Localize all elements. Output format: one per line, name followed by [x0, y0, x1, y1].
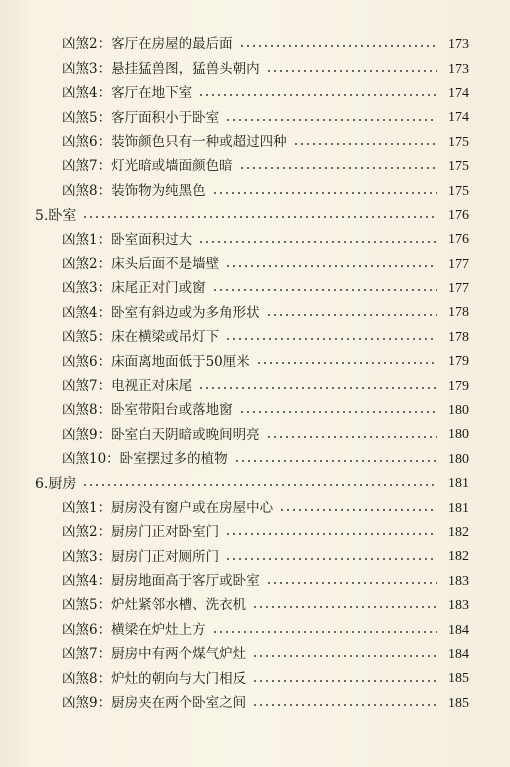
- toc-page-number: 178: [448, 305, 469, 321]
- toc-entry: [0, 228, 469, 252]
- toc-entry: [0, 33, 469, 57]
- toc-entry: [0, 253, 469, 277]
- toc-entry-title: 凶煞5：客厅面积小于卧室: [62, 109, 220, 126]
- toc-page-number: 174: [448, 85, 469, 101]
- toc-page-number: 180: [448, 427, 469, 443]
- dot-leader: [198, 90, 437, 100]
- toc-entry-title: 凶煞6：床面离地面低于50厘米: [62, 353, 250, 370]
- toc-entry-title: 凶煞5：炉灶紧邻水槽、洗衣机: [62, 597, 247, 614]
- toc-entry-title: 凶煞5：床在横梁或吊灯下: [62, 329, 220, 346]
- dot-leader: [266, 66, 437, 76]
- dot-leader: [225, 261, 437, 271]
- toc-page-number: 177: [448, 281, 469, 297]
- dot-leader: [198, 237, 437, 247]
- toc-entry: [0, 496, 469, 520]
- toc-page-number: 182: [448, 549, 469, 565]
- toc-entry-title: 凶煞3：厨房门正对厕所门: [62, 548, 220, 565]
- dot-leader: [266, 578, 437, 588]
- toc-entry-title: 凶煞10：卧室摆过多的植物: [62, 451, 228, 468]
- toc-entry-title: 凶煞3：悬挂猛兽图，猛兽头朝内: [62, 60, 260, 77]
- toc-entry: [0, 106, 469, 130]
- toc-entry: [0, 301, 469, 325]
- toc-entry-title: 凶煞6：横梁在炉灶上方: [62, 621, 206, 638]
- dot-leader: [212, 627, 437, 637]
- dot-leader: [252, 651, 437, 661]
- toc-entry: [0, 594, 469, 618]
- toc-entry-title: 凶煞9：卧室白天阴暗或晚间明亮: [62, 426, 260, 443]
- toc-page-number: 184: [448, 646, 469, 662]
- toc-page-number: 175: [448, 183, 469, 199]
- toc-entry-title: 凶煞8：卧室带阳台或落地窗: [62, 402, 233, 419]
- toc-entry-title: 5.卧室: [35, 207, 77, 224]
- dot-leader: [82, 212, 437, 222]
- toc-entry: [0, 326, 469, 350]
- toc-entry-title: 凶煞4：厨房地面高于客厅或卧室: [62, 573, 260, 590]
- toc-entry: [0, 545, 469, 569]
- toc-entry: [0, 667, 469, 691]
- toc-section-entry: [0, 472, 469, 496]
- toc-entry: [0, 179, 469, 203]
- toc-entry-title: 凶煞7：灯光暗或墙面颜色暗: [62, 158, 233, 175]
- toc-entry-title: 凶煞9：厨房夹在两个卧室之间: [62, 694, 247, 711]
- toc-page-number: 182: [448, 525, 469, 540]
- toc-page-number: 176: [448, 232, 469, 248]
- toc-page-number: 183: [448, 573, 469, 589]
- toc-page-number: 174: [448, 110, 469, 126]
- toc-page-number: 173: [448, 37, 469, 53]
- dot-leader: [266, 432, 437, 442]
- toc-page-number: 179: [448, 378, 469, 394]
- toc-page-number: 180: [448, 451, 469, 467]
- dot-leader: [225, 115, 437, 125]
- dot-leader: [266, 310, 437, 320]
- toc-entry: [0, 82, 469, 106]
- toc-entry-title: 凶煞7：厨房中有两个煤气炉灶: [62, 646, 247, 663]
- toc-entry-title: 6.厨房: [35, 476, 77, 493]
- dot-leader: [225, 334, 437, 344]
- dot-leader: [239, 41, 437, 51]
- toc-entry-title: 凶煞2：客厅在房屋的最后面: [62, 36, 233, 53]
- toc-entry: [0, 643, 469, 667]
- toc-entry-title: 凶煞2：厨房门正对卧室门: [62, 524, 220, 541]
- toc-entry-title: 凶煞7：电视正对床尾: [62, 377, 193, 394]
- toc-entry: [0, 692, 469, 716]
- dot-leader: [256, 358, 437, 368]
- toc-entry: [0, 155, 469, 179]
- toc-page-number: 175: [448, 159, 469, 175]
- dot-leader: [252, 602, 437, 612]
- toc-entry-title: 凶煞4：客厅在地下室: [62, 85, 193, 102]
- toc-entry-title: 凶煞2：床头后面不是墙壁: [62, 255, 220, 272]
- toc-entry-title: 凶煞6：装饰颜色只有一种或超过四种: [62, 134, 287, 150]
- toc-entry-title: 凶煞1：卧室面积过大: [62, 231, 193, 248]
- toc-entry: [0, 277, 469, 301]
- toc-page-number: 176: [448, 207, 469, 223]
- toc-page-number: 185: [448, 695, 469, 711]
- toc-entry-title: 凶煞1：厨房没有窗户或在房屋中心: [62, 499, 274, 516]
- dot-leader: [293, 139, 437, 149]
- toc-page-number: 180: [448, 403, 469, 419]
- dot-leader: [212, 285, 437, 295]
- dot-leader: [225, 554, 437, 564]
- dot-leader: [252, 700, 437, 710]
- dot-leader: [239, 407, 437, 417]
- toc-entry: [0, 521, 469, 545]
- toc-page-number: 181: [448, 500, 469, 516]
- toc-entry: [0, 131, 469, 155]
- toc-entry-title: 凶煞8：装饰物为纯黑色: [62, 182, 206, 199]
- dot-leader: [239, 163, 437, 173]
- toc-entry: [0, 350, 469, 374]
- table-of-contents: [0, 33, 510, 716]
- toc-entry: [0, 618, 469, 642]
- toc-entry: [0, 374, 469, 398]
- dot-leader: [225, 529, 437, 539]
- dot-leader: [82, 480, 437, 490]
- toc-entry: [0, 570, 469, 594]
- toc-entry: [0, 423, 469, 447]
- dot-leader: [252, 676, 437, 686]
- toc-entry: [0, 448, 469, 472]
- toc-page-number: 178: [448, 329, 469, 345]
- toc-section-entry: [0, 204, 469, 228]
- toc-entry-title: 凶煞8：炉灶的朝向与大门相反: [62, 670, 247, 687]
- toc-page-number: 185: [448, 671, 469, 687]
- dot-leader: [212, 188, 437, 198]
- toc-entry-title: 凶煞3：床尾正对门或窗: [62, 280, 206, 297]
- dot-leader: [198, 383, 437, 393]
- toc-page-number: 181: [448, 476, 469, 492]
- toc-page-number: 175: [448, 134, 469, 150]
- dot-leader: [234, 456, 437, 466]
- dot-leader: [279, 505, 437, 515]
- toc-page-number: 179: [448, 354, 469, 370]
- toc-page-number: 173: [448, 61, 469, 77]
- toc-entry: [0, 399, 469, 423]
- toc-page-number: 184: [448, 622, 469, 638]
- toc-page-number: 183: [448, 598, 469, 614]
- toc-page-number: 177: [448, 256, 469, 272]
- toc-entry-title: 凶煞4：卧室有斜边或为多角形状: [62, 304, 260, 321]
- toc-entry: [0, 57, 469, 81]
